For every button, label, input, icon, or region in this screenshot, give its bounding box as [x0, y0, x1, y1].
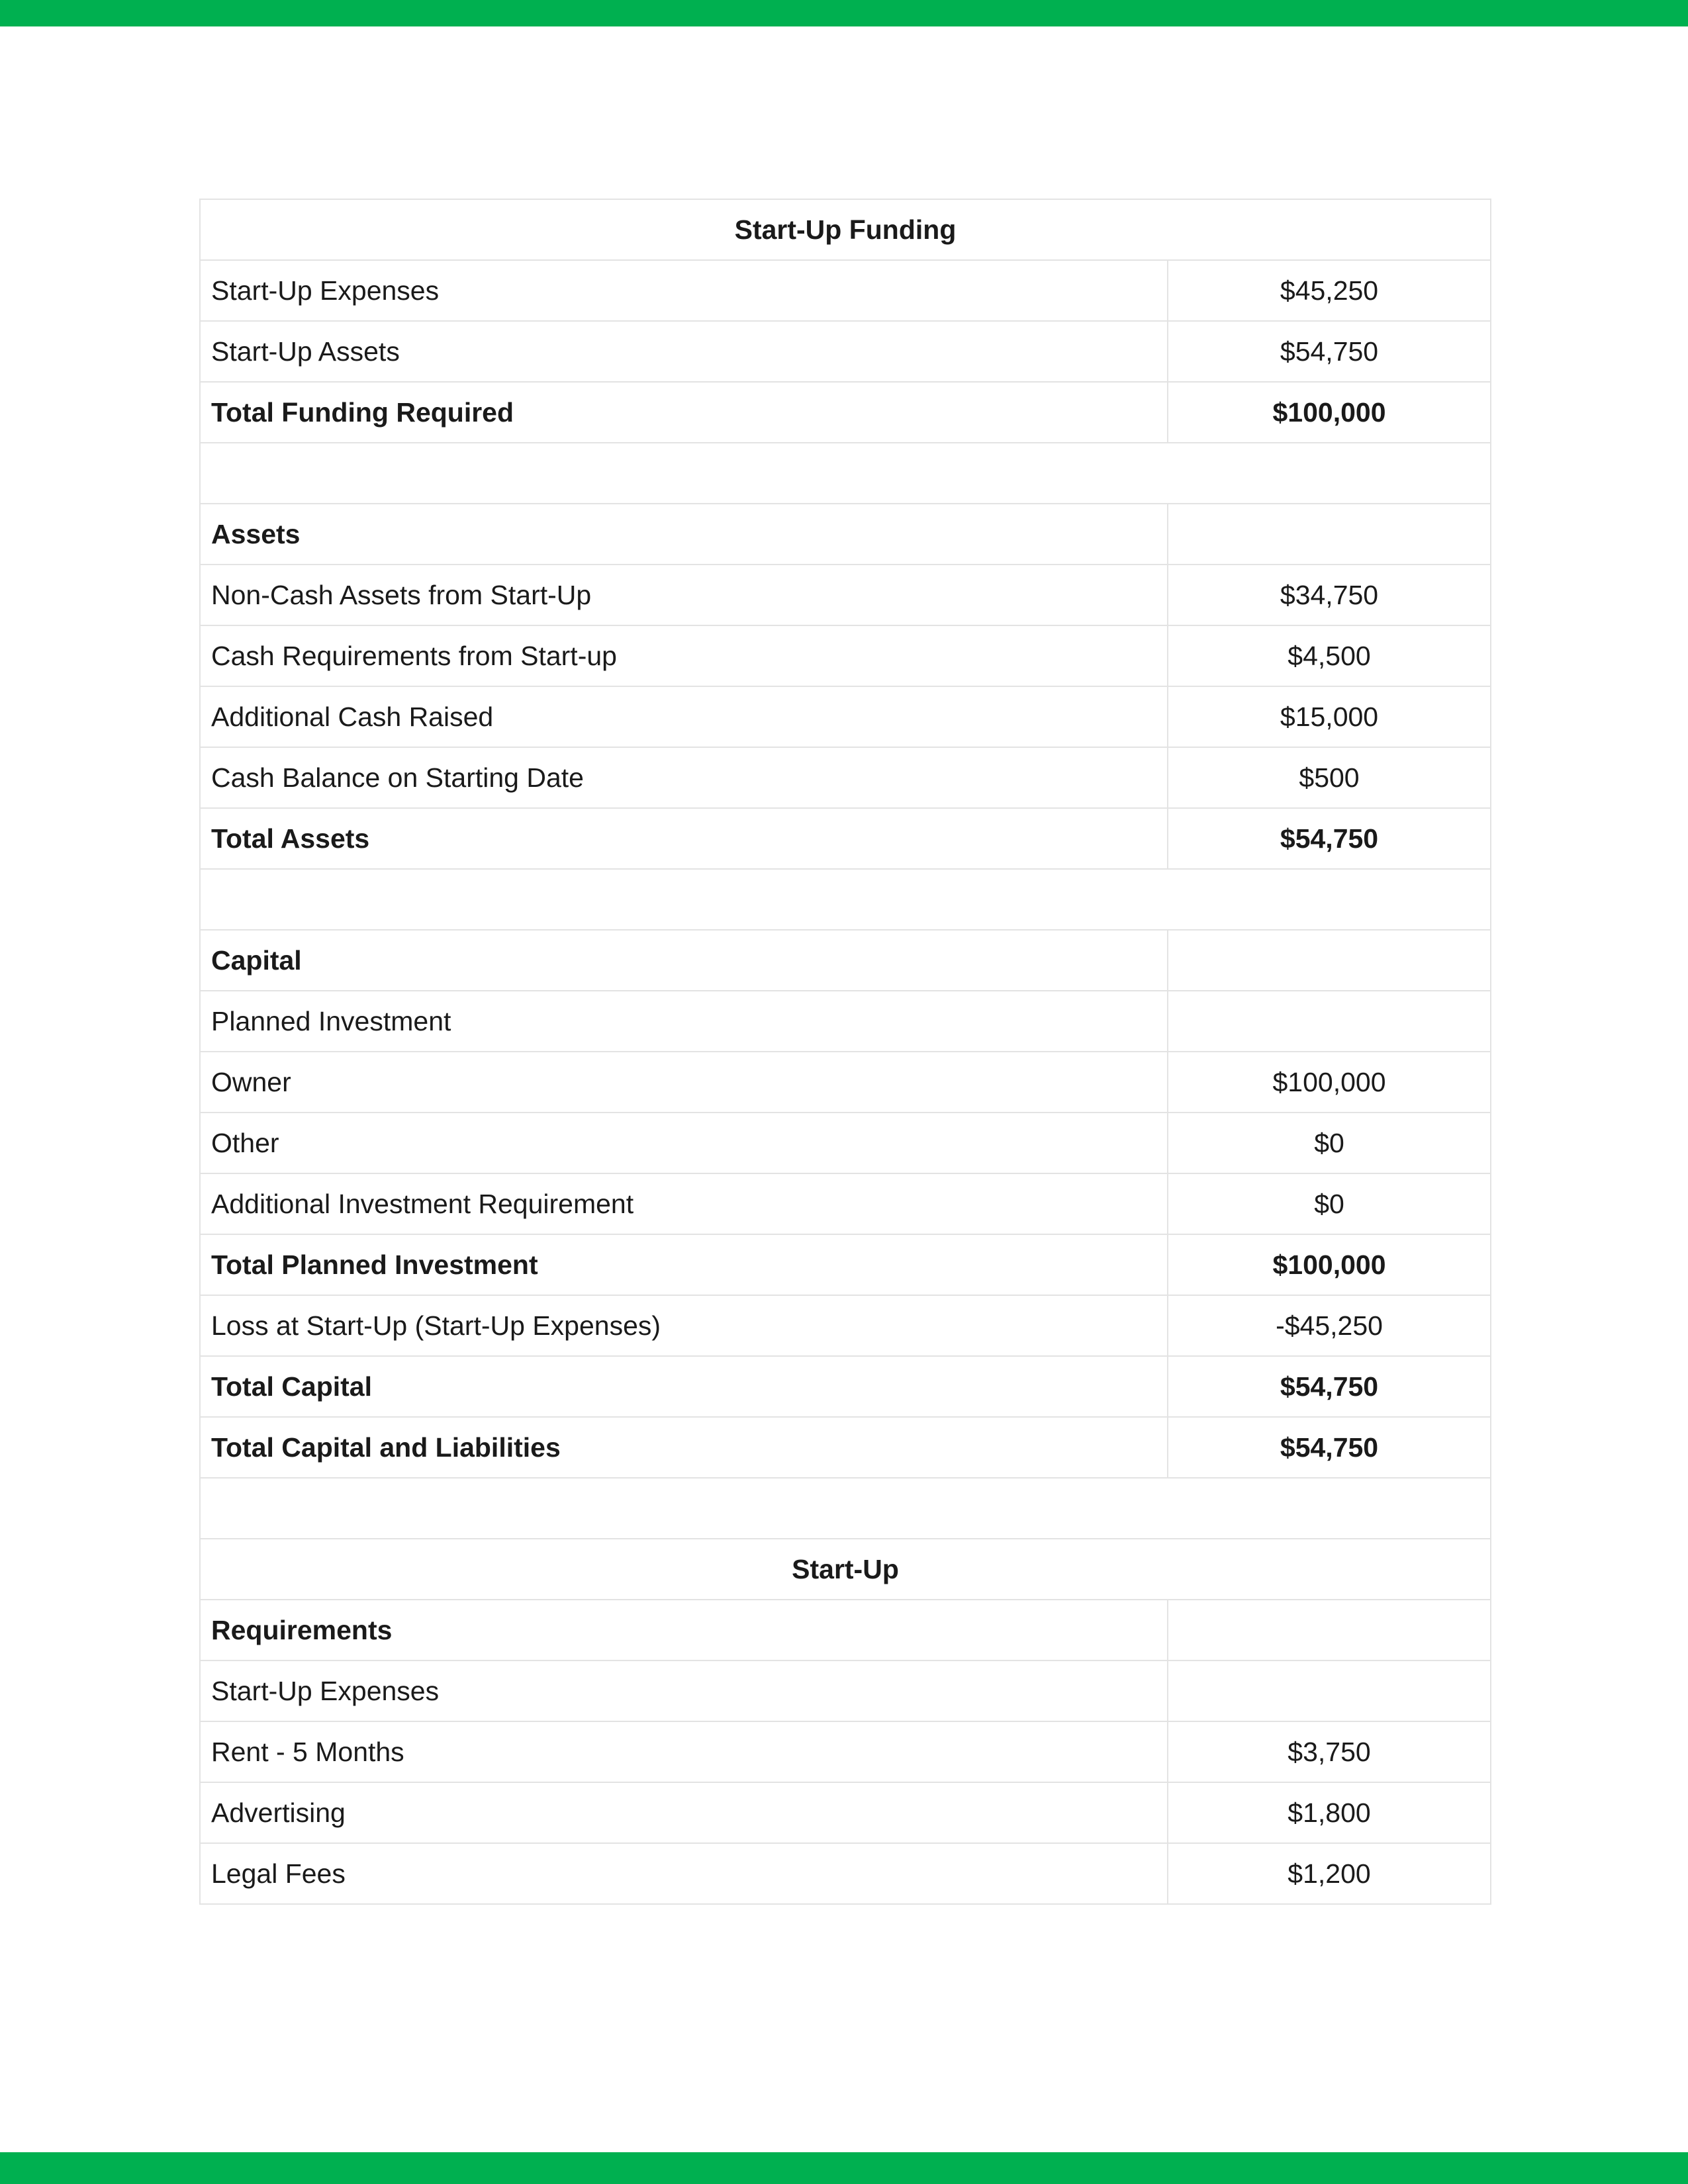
- row-label: Total Capital and Liabilities: [200, 1417, 1168, 1478]
- row-value: $54,750: [1168, 1417, 1491, 1478]
- table-row: [200, 565, 1491, 625]
- row-label: Total Planned Investment: [200, 1234, 1168, 1295]
- row-value: [1168, 1600, 1491, 1661]
- row-value: $0: [1168, 1113, 1491, 1173]
- row-value: -$45,250: [1168, 1295, 1491, 1356]
- table-row: [200, 991, 1491, 1052]
- row-value: $54,750: [1168, 321, 1491, 382]
- row-value: $4,500: [1168, 625, 1491, 686]
- row-label: Capital: [200, 930, 1168, 991]
- row-label: Additional Cash Raised: [200, 686, 1168, 747]
- spacer-cell: [200, 443, 1491, 504]
- section-title: Start-Up Funding: [200, 199, 1491, 260]
- table-row: [200, 747, 1491, 808]
- spacer-row: [200, 869, 1491, 930]
- row-label: Loss at Start-Up (Start-Up Expenses): [200, 1295, 1168, 1356]
- section-header-row: [200, 1539, 1491, 1600]
- spacer-row: [200, 443, 1491, 504]
- row-value: $3,750: [1168, 1721, 1491, 1782]
- total-row: [200, 1356, 1491, 1417]
- group-heading-row: [200, 930, 1491, 991]
- spacer-row: [200, 1478, 1491, 1539]
- total-row: [200, 1234, 1491, 1295]
- row-value: $1,200: [1168, 1843, 1491, 1904]
- table-row: [200, 1113, 1491, 1173]
- row-value: $54,750: [1168, 1356, 1491, 1417]
- row-label: Total Capital: [200, 1356, 1168, 1417]
- row-value: $100,000: [1168, 1234, 1491, 1295]
- table-row: [200, 686, 1491, 747]
- row-label: Total Funding Required: [200, 382, 1168, 443]
- row-value: $45,250: [1168, 260, 1491, 321]
- startup-funding-table: [199, 199, 1491, 1905]
- row-label: Non-Cash Assets from Start-Up: [200, 565, 1168, 625]
- row-value: $500: [1168, 747, 1491, 808]
- row-label: Legal Fees: [200, 1843, 1168, 1904]
- section-header-row: [200, 199, 1491, 260]
- spacer-cell: [200, 1478, 1491, 1539]
- table-row: [200, 1782, 1491, 1843]
- table-row: [200, 625, 1491, 686]
- section-title: Start-Up: [200, 1539, 1491, 1600]
- row-label: Other: [200, 1113, 1168, 1173]
- row-value: $34,750: [1168, 565, 1491, 625]
- table-row: [200, 1295, 1491, 1356]
- table-row: [200, 1843, 1491, 1904]
- row-label: Start-Up Assets: [200, 321, 1168, 382]
- row-value: [1168, 930, 1491, 991]
- table-row: [200, 1052, 1491, 1113]
- spacer-cell: [200, 869, 1491, 930]
- row-label: Total Assets: [200, 808, 1168, 869]
- row-value: [1168, 504, 1491, 565]
- row-value: $0: [1168, 1173, 1491, 1234]
- row-label: Additional Investment Requirement: [200, 1173, 1168, 1234]
- row-label: Planned Investment: [200, 991, 1168, 1052]
- row-value: [1168, 991, 1491, 1052]
- row-label: Cash Requirements from Start-up: [200, 625, 1168, 686]
- row-label: Start-Up Expenses: [200, 1661, 1168, 1721]
- table-row: [200, 260, 1491, 321]
- row-value: [1168, 1661, 1491, 1721]
- group-heading-row: [200, 1600, 1491, 1661]
- table-row: [200, 1661, 1491, 1721]
- row-value: $100,000: [1168, 1052, 1491, 1113]
- row-value: $1,800: [1168, 1782, 1491, 1843]
- group-heading-row: [200, 504, 1491, 565]
- total-row: [200, 1417, 1491, 1478]
- row-label: Rent - 5 Months: [200, 1721, 1168, 1782]
- row-value: $15,000: [1168, 686, 1491, 747]
- total-row: [200, 382, 1491, 443]
- row-label: Start-Up Expenses: [200, 260, 1168, 321]
- bottom-accent-bar: [0, 2152, 1688, 2184]
- table-row: [200, 321, 1491, 382]
- row-label: Assets: [200, 504, 1168, 565]
- row-label: Cash Balance on Starting Date: [200, 747, 1168, 808]
- row-label: Owner: [200, 1052, 1168, 1113]
- top-accent-bar: [0, 0, 1688, 26]
- row-value: $54,750: [1168, 808, 1491, 869]
- total-row: [200, 808, 1491, 869]
- row-value: $100,000: [1168, 382, 1491, 443]
- row-label: Requirements: [200, 1600, 1168, 1661]
- table-row: [200, 1173, 1491, 1234]
- row-label: Advertising: [200, 1782, 1168, 1843]
- table-row: [200, 1721, 1491, 1782]
- table-body: [200, 199, 1491, 1904]
